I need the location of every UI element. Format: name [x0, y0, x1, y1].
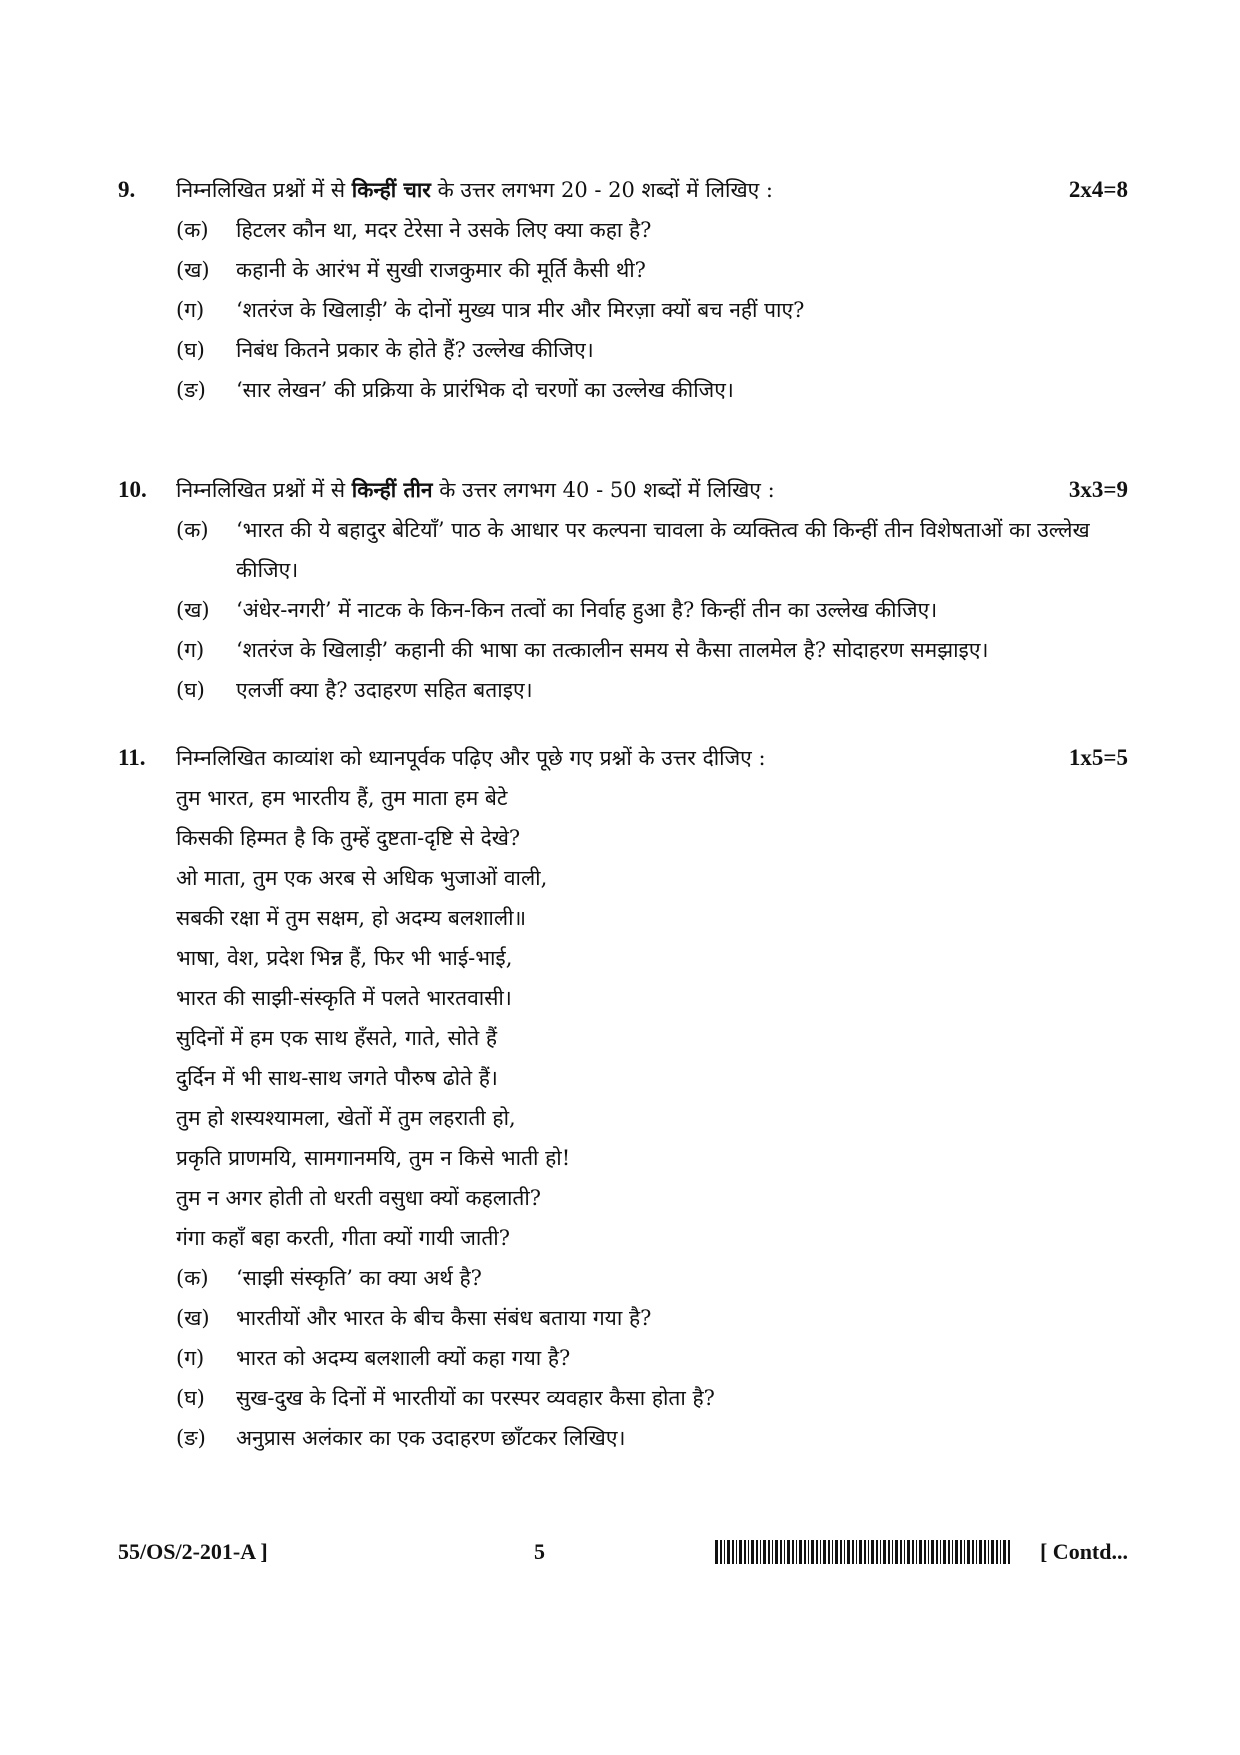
poem-line: तुम न अगर होती तो धरती वसुधा क्यों कहलाती?: [176, 1186, 542, 1210]
question-number: 10.: [118, 477, 147, 502]
question-10: [118, 470, 1128, 710]
sub-question: [118, 250, 1128, 290]
poem-line: किसकी हिम्मत है कि तुम्हें दुष्टता-दृष्टि से देखे?: [176, 826, 521, 850]
sub-text: कहानी के आरंभ में सुखी राजकुमार की मूर्ति कैसी थी?: [236, 258, 646, 282]
sub-label: (घ): [176, 678, 205, 702]
question-instruction: [176, 170, 773, 210]
sub-question: [118, 630, 1128, 670]
sub-text: भारत को अदम्य बलशाली क्यों कहा गया है?: [236, 1346, 571, 1370]
sub-question: [118, 330, 1128, 370]
sub-question: [118, 210, 1128, 250]
sub-text: ‘शतरंज के खिलाड़ी’ कहानी की भाषा का तत्कालीन समय से कैसा तालमेल है? सोदाहरण समझाइए।: [236, 638, 989, 662]
question-instruction: निम्नलिखित काव्यांश को ध्यानपूर्वक पढ़िए और पूछे गए प्रश्नों के उत्तर दीजिए :: [176, 746, 766, 770]
sub-text: ‘शतरंज के खिलाड़ी’ के दोनों मुख्य पात्र मीर और मिरज़ा क्यों बच नहीं पाए?: [236, 298, 805, 322]
sub-text: भारतीयों और भारत के बीच कैसा संबंध बताया गया है?: [236, 1306, 652, 1330]
sub-question: [118, 590, 1128, 630]
sub-label: (घ): [176, 338, 205, 362]
sub-question: [118, 1298, 1128, 1338]
sub-label: (ङ): [176, 378, 206, 402]
sub-question: [118, 1418, 1128, 1458]
sub-text: निबंध कितने प्रकार के होते हैं? उल्लेख कीजिए।: [236, 338, 594, 362]
question-marks: 2x4=8: [1068, 177, 1128, 202]
sub-label: (ख): [176, 598, 210, 622]
sub-text: अनुप्रास अलंकार का एक उदाहरण छाँटकर लिखिए।: [236, 1426, 626, 1450]
poem-line: सुदिनों में हम एक साथ हँसते, गाते, सोते हैं: [176, 1026, 497, 1050]
sub-label: (घ): [176, 1386, 205, 1410]
instruction-prefix: निम्नलिखित प्रश्नों में से: [176, 478, 352, 502]
sub-question: [118, 510, 1128, 590]
paper-code: 55/OS/2-201-A ]: [118, 1539, 268, 1564]
instruction-bold: किन्हीं चार: [351, 177, 431, 202]
sub-label: (ग): [176, 298, 205, 322]
sub-question: [118, 1338, 1128, 1378]
poem-line: भारत की साझी-संस्कृति में पलते भारतवासी।: [176, 986, 512, 1010]
question-number: 11.: [118, 745, 146, 770]
poem-line: सबकी रक्षा में तुम सक्षम, हो अदम्य बलशाली॥: [176, 906, 527, 930]
sub-text: ‘सार लेखन’ की प्रक्रिया के प्रारंभिक दो चरणों का उल्लेख कीजिए।: [236, 378, 734, 402]
question-9: [118, 170, 1128, 410]
sub-text: ‘साझी संस्कृति’ का क्या अर्थ है?: [236, 1266, 482, 1290]
sub-label: (क): [176, 218, 209, 242]
instruction-prefix: निम्नलिखित प्रश्नों में से: [176, 178, 352, 202]
sub-label: (ङ): [176, 1426, 206, 1450]
sub-text: ‘अंधेर-नगरी’ में नाटक के किन-किन तत्वों का निर्वाह हुआ है? किन्हीं तीन का उल्लेख कीजिए।: [236, 598, 938, 622]
sub-text: हिटलर कौन था, मदर टेरेसा ने उसके लिए क्या कहा है?: [236, 218, 652, 242]
question-number: 9.: [118, 177, 136, 202]
sub-question: [118, 1378, 1128, 1418]
sub-text: एलर्जी क्या है? उदाहरण सहित बताइए।: [236, 678, 533, 702]
sub-question: [118, 290, 1128, 330]
instruction-suffix: के उत्तर लगभग 20 - 20 शब्दों में लिखिए :: [430, 178, 773, 202]
question-marks: 3x3=9: [1068, 477, 1128, 502]
sub-text: ‘भारत की ये बहादुर बेटियाँ’ पाठ के आधार पर कल्पना चावला के व्यक्तित्व की किन्हीं तीन विशेषताओं का उल्लेख कीजिए।: [236, 518, 1090, 582]
poem-line: गंगा कहाँ बहा करती, गीता क्यों गायी जाती?: [176, 1226, 511, 1250]
question-header: [118, 738, 1128, 778]
poem-line: दुर्दिन में भी साथ-साथ जगते पौरुष ढोते हैं।: [176, 1066, 498, 1090]
instruction-suffix: के उत्तर लगभग 40 - 50 शब्दों में लिखिए :: [432, 478, 775, 502]
question-marks: 1x5=5: [1068, 745, 1128, 770]
sub-label: (ग): [176, 638, 205, 662]
sub-text: सुख-दुख के दिनों में भारतीयों का परस्पर व्यवहार कैसा होता है?: [236, 1386, 715, 1410]
sub-label: (ख): [176, 1306, 210, 1330]
question-instruction: [176, 470, 775, 510]
sub-question: [118, 370, 1128, 410]
instruction-bold: किन्हीं तीन: [351, 477, 433, 502]
sub-label: (ख): [176, 258, 210, 282]
sub-label: (ग): [176, 1346, 205, 1370]
poem-line: ओ माता, तुम एक अरब से अधिक भुजाओं वाली,: [176, 866, 548, 890]
sub-label: (क): [176, 1266, 209, 1290]
question-11: [118, 738, 1128, 1458]
poem-line: तुम हो शस्यश्यामला, खेतों में तुम लहराती हो,: [176, 1106, 516, 1130]
poem-line: तुम भारत, हम भारतीय हैं, तुम माता हम बेटे: [176, 786, 508, 810]
question-header: [118, 470, 1128, 510]
poem-line: भाषा, वेश, प्रदेश भिन्न हैं, फिर भी भाई-भाई,: [176, 946, 513, 970]
continued-label: [ Contd...: [1039, 1539, 1128, 1564]
barcode-icon: [715, 1540, 1015, 1564]
poem-extract: [118, 778, 1128, 1258]
page-footer: [118, 1532, 1128, 1572]
poem-line: प्रकृति प्राणमयि, सामगानमयि, तुम न किसे भाती हो!: [176, 1146, 571, 1170]
question-header: [118, 170, 1128, 210]
page-number: 5: [534, 1539, 545, 1564]
sub-question: [118, 670, 1128, 710]
sub-label: (क): [176, 518, 209, 542]
sub-question: [118, 1258, 1128, 1298]
